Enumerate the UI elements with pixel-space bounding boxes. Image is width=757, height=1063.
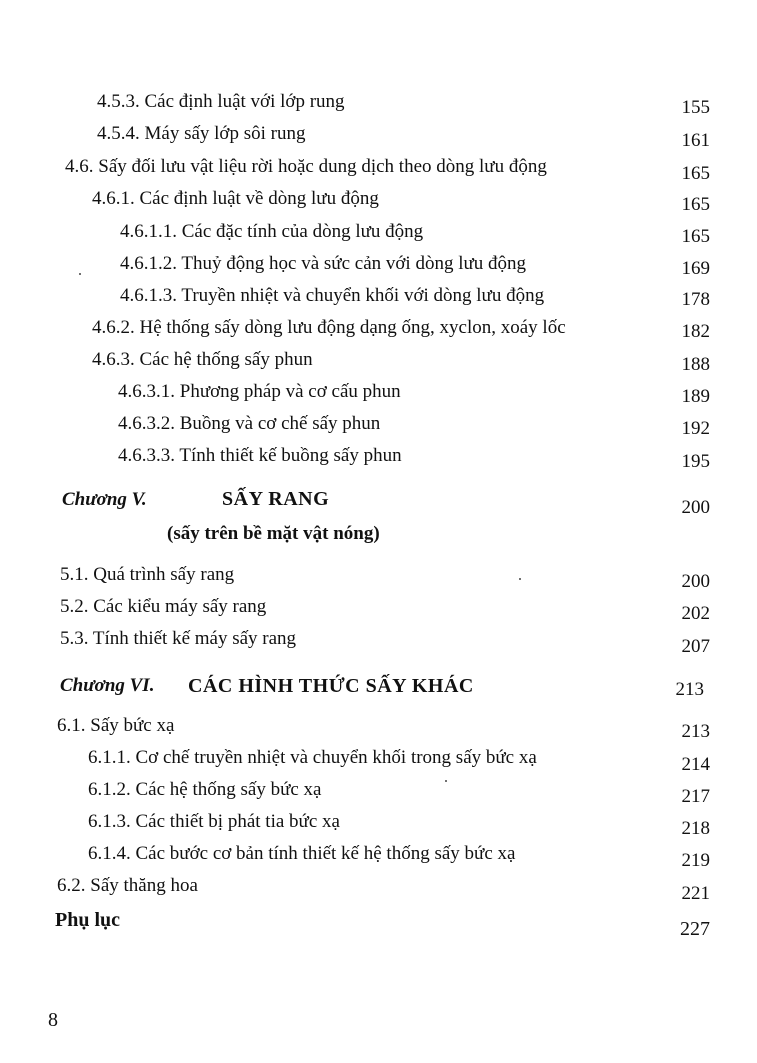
entry-title: Các kiểu máy sấy rang	[93, 596, 267, 617]
entry-page: 202	[681, 603, 710, 624]
chapter-page: 200	[681, 497, 710, 518]
chapter-title: CÁC HÌNH THỨC SẤY KHÁC	[188, 675, 474, 697]
entry-page: 218	[681, 818, 710, 839]
chapter-title: SẤY RANG	[222, 488, 330, 510]
entry-number: 4.6.3.1.	[118, 381, 175, 402]
toc-entry	[0, 748, 757, 780]
scan-speck	[445, 780, 447, 782]
entry-number: 6.1.3.	[88, 811, 131, 832]
entry-number: 6.1.4.	[88, 843, 131, 864]
entry-page: 188	[681, 354, 710, 375]
toc-entry	[0, 157, 757, 189]
entry-number: 6.1.2.	[88, 779, 131, 800]
toc-entry	[0, 286, 757, 318]
chapter-label: Chương VI.	[60, 675, 155, 696]
entry-page: 169	[681, 258, 710, 279]
entry-number: 4.6.3.3.	[118, 445, 175, 466]
toc-entry	[0, 446, 757, 478]
entry-title: Tính thiết kế máy sấy rang	[92, 628, 297, 649]
entry-page: 182	[681, 321, 710, 342]
entry-number: 4.6.3.	[92, 349, 135, 370]
entry-number: 6.1.	[57, 715, 86, 736]
entry-title: Các định luật về dòng lưu động	[139, 188, 379, 209]
entry-page: 219	[681, 850, 710, 871]
toc-entry	[0, 780, 757, 812]
entry-page: 195	[681, 451, 710, 472]
entry-number: 4.6.1.1.	[120, 221, 177, 242]
appendix-page: 227	[680, 918, 710, 940]
appendix-entry	[0, 910, 757, 942]
toc-entry	[0, 844, 757, 876]
entry-page: 165	[681, 163, 710, 184]
entry-page: 221	[681, 883, 710, 904]
entry-number: 4.6.	[65, 156, 94, 177]
appendix-title: Phụ lục	[55, 909, 121, 931]
entry-page: 213	[681, 721, 710, 742]
chapter-label: Chương V.	[62, 489, 147, 510]
entry-title: Sấy bức xạ	[90, 715, 175, 736]
entry-number: 5.2.	[60, 596, 89, 617]
entry-page: 165	[681, 194, 710, 215]
scan-speck	[519, 578, 521, 580]
chapter-6-heading	[0, 676, 757, 708]
entry-number: 6.2.	[57, 875, 86, 896]
entry-page: 161	[681, 130, 710, 151]
entry-title: Sấy thăng hoa	[90, 875, 198, 896]
entry-number: 4.6.1.	[92, 188, 135, 209]
toc-entry	[0, 124, 757, 156]
entry-number: 4.6.3.2.	[118, 413, 175, 434]
toc-entry	[0, 350, 757, 382]
toc-entry	[0, 629, 757, 661]
entry-page: 217	[681, 786, 710, 807]
entry-title: Các định luật với lớp rung	[144, 91, 345, 112]
entry-title: Thuỷ động học và sức cản với dòng lưu động	[181, 253, 527, 274]
footer-page-number: 8	[48, 1009, 58, 1031]
entry-page: 214	[681, 754, 710, 775]
entry-page: 165	[681, 226, 710, 247]
toc-entry	[0, 812, 757, 844]
entry-page: 178	[681, 289, 710, 310]
entry-page: 155	[681, 97, 710, 118]
toc-entry	[0, 414, 757, 446]
entry-title: Phương pháp và cơ cấu phun	[179, 381, 401, 402]
entry-page: 207	[681, 636, 710, 657]
entry-title: Các thiết bị phát tia bức xạ	[135, 811, 340, 832]
entry-number: 4.5.4.	[97, 123, 140, 144]
toc-entry	[0, 382, 757, 414]
entry-title: Hệ thống sấy dòng lưu động dạng ống, xyclon, xoáy lốc	[139, 317, 566, 338]
entry-title: Quá trình sấy rang	[93, 564, 235, 585]
entry-number: 4.5.3.	[97, 91, 140, 112]
entry-title: Các hệ thống sấy phun	[139, 349, 313, 370]
entry-number: 6.1.1.	[88, 747, 131, 768]
entry-number: 5.1.	[60, 564, 89, 585]
entry-title: Cơ chế truyền nhiệt và chuyển khối trong sấy bức xạ	[135, 747, 537, 768]
chapter-page: 213	[675, 679, 704, 700]
toc-entry	[0, 716, 757, 748]
entry-page: 189	[681, 386, 710, 407]
entry-number: 5.3.	[60, 628, 89, 649]
entry-number: 4.6.1.2.	[120, 253, 177, 274]
entry-title: Các đặc tính của dòng lưu động	[181, 221, 424, 242]
chapter-5-heading	[0, 488, 757, 548]
toc-entry	[0, 318, 757, 350]
entry-title: Truyền nhiệt và chuyển khối với dòng lưu động	[181, 285, 545, 306]
toc-entry	[0, 92, 757, 124]
entry-number: 4.6.2.	[92, 317, 135, 338]
entry-title: Buồng và cơ chế sấy phun	[179, 413, 381, 434]
entry-title: Tính thiết kế buồng sấy phun	[179, 445, 402, 466]
entry-page: 192	[681, 418, 710, 439]
toc-entry	[0, 565, 757, 597]
entry-title: Sấy đối lưu vật liệu rời hoặc dung dịch theo dòng lưu động	[98, 156, 547, 177]
toc-entry	[0, 876, 757, 908]
entry-page: 200	[681, 571, 710, 592]
toc-entry	[0, 597, 757, 629]
entry-number: 4.6.1.3.	[120, 285, 177, 306]
toc-entry	[0, 189, 757, 221]
scan-speck	[79, 273, 81, 275]
toc-entry	[0, 254, 757, 286]
toc-entry	[0, 222, 757, 254]
entry-title: Các bước cơ bản tính thiết kế hệ thống sấy bức xạ	[135, 843, 516, 864]
entry-title: Máy sấy lớp sôi rung	[144, 123, 306, 144]
chapter-subtitle: (sấy trên bề mặt vật nóng)	[167, 523, 380, 544]
entry-title: Các hệ thống sấy bức xạ	[135, 779, 322, 800]
